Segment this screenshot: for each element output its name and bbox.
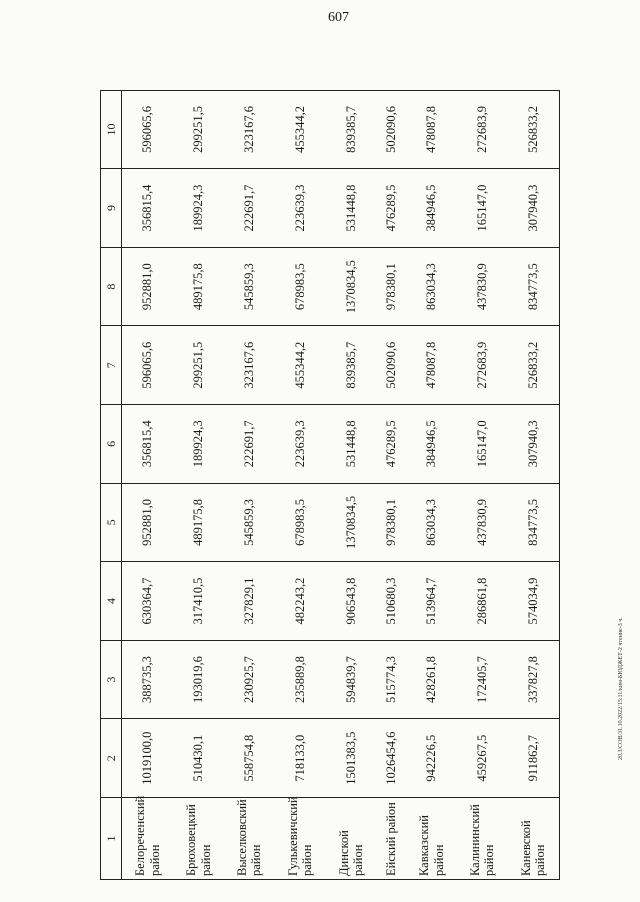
value-cell: 911862,7 — [508, 719, 560, 798]
value-cell: 384946,5 — [406, 169, 457, 248]
value-cell: 323167,6 — [224, 326, 275, 405]
value-cell: 978380,1 — [377, 247, 407, 326]
column-header: 9 — [101, 169, 122, 248]
value-cell: 545859,3 — [224, 483, 275, 562]
value-cell: 286861,8 — [457, 562, 508, 641]
value-cell: 476289,5 — [377, 169, 407, 248]
value-cell: 384946,5 — [406, 405, 457, 484]
table-row — [326, 90, 377, 879]
value-cell: 222691,7 — [224, 169, 275, 248]
value-cell: 455344,2 — [275, 326, 326, 405]
value-cell: 223639,3 — [275, 169, 326, 248]
page-number: 607 — [328, 10, 349, 25]
column-header: 5 — [101, 483, 122, 562]
value-cell: 437830,9 — [457, 483, 508, 562]
value-cell: 272683,9 — [457, 90, 508, 169]
value-cell: 839385,7 — [326, 326, 377, 405]
value-cell: 223639,3 — [275, 405, 326, 484]
value-cell: 574034,9 — [508, 562, 560, 641]
district-name-cell: Брюховецкий район — [173, 798, 224, 880]
budget-table-container — [100, 90, 560, 880]
value-cell: 337827,8 — [508, 640, 560, 719]
value-cell: 594839,7 — [326, 640, 377, 719]
district-name-cell: Гулькевичский район — [275, 798, 326, 880]
table-row — [122, 90, 174, 879]
value-cell: 1370834,5 — [326, 483, 377, 562]
value-cell: 489175,8 — [173, 247, 224, 326]
value-cell: 482243,2 — [275, 562, 326, 641]
column-header: 6 — [101, 405, 122, 484]
value-cell: 558754,8 — [224, 719, 275, 798]
value-cell: 272683,9 — [457, 326, 508, 405]
value-cell: 476289,5 — [377, 405, 407, 484]
value-cell: 478087,8 — [406, 90, 457, 169]
value-cell: 388735,3 — [122, 640, 174, 719]
value-cell: 502090,6 — [377, 90, 407, 169]
district-name-cell: Динской район — [326, 798, 377, 880]
column-header: 10 — [101, 90, 122, 169]
value-cell: 834773,5 — [508, 483, 560, 562]
value-cell: 952881,0 — [122, 247, 174, 326]
column-header: 8 — [101, 247, 122, 326]
value-cell: 678983,5 — [275, 247, 326, 326]
value-cell: 193019,6 — [173, 640, 224, 719]
value-cell: 222691,7 — [224, 405, 275, 484]
value-cell: 510680,3 — [377, 562, 407, 641]
value-cell: 942226,5 — [406, 719, 457, 798]
value-cell: 515774,3 — [377, 640, 407, 719]
value-cell: 513964,7 — [406, 562, 457, 641]
value-cell: 863034,3 — [406, 483, 457, 562]
value-cell: 165147,0 — [457, 405, 508, 484]
value-cell: 531448,8 — [326, 405, 377, 484]
value-cell: 356815,4 — [122, 405, 174, 484]
value-cell: 455344,2 — [275, 90, 326, 169]
value-cell: 952881,0 — [122, 483, 174, 562]
table-row — [275, 90, 326, 879]
value-cell: 526833,2 — [508, 326, 560, 405]
value-cell: 299251,5 — [173, 326, 224, 405]
value-cell: 327829,1 — [224, 562, 275, 641]
column-header: 4 — [101, 562, 122, 641]
district-name-cell: Ейский район — [377, 798, 407, 880]
value-cell: 317410,5 — [173, 562, 224, 641]
value-cell: 299251,5 — [173, 90, 224, 169]
table-body — [122, 90, 560, 879]
value-cell: 678983,5 — [275, 483, 326, 562]
value-cell: 235889,8 — [275, 640, 326, 719]
value-cell: 189924,3 — [173, 169, 224, 248]
value-cell: 189924,3 — [173, 405, 224, 484]
value-cell: 1501383,5 — [326, 719, 377, 798]
value-cell: 428261,8 — [406, 640, 457, 719]
value-cell: 459267,5 — [457, 719, 508, 798]
side-note: 20.3/СОВ/31.10.2022/15:11/кнм-БЮДЖЕТ-2 чтение-3 ч. — [618, 617, 624, 760]
value-cell: 478087,8 — [406, 326, 457, 405]
district-name-cell: Калининский район — [457, 798, 508, 880]
district-name-cell: Кавказский район — [406, 798, 457, 880]
value-cell: 230925,7 — [224, 640, 275, 719]
value-cell: 906543,8 — [326, 562, 377, 641]
value-cell: 1370834,5 — [326, 247, 377, 326]
column-header: 3 — [101, 640, 122, 719]
value-cell: 165147,0 — [457, 169, 508, 248]
table-row — [224, 90, 275, 879]
district-name-cell: Выселковский район — [224, 798, 275, 880]
value-cell: 307940,3 — [508, 405, 560, 484]
district-name-cell: Белореченский район — [122, 798, 174, 880]
value-cell: 172405,7 — [457, 640, 508, 719]
table-header-row — [101, 90, 122, 879]
value-cell: 307940,3 — [508, 169, 560, 248]
column-header: 1 — [101, 798, 122, 880]
value-cell: 489175,8 — [173, 483, 224, 562]
column-header: 7 — [101, 326, 122, 405]
value-cell: 596065,6 — [122, 90, 174, 169]
value-cell: 839385,7 — [326, 90, 377, 169]
value-cell: 545859,3 — [224, 247, 275, 326]
value-cell: 531448,8 — [326, 169, 377, 248]
value-cell: 1026454,6 — [377, 719, 407, 798]
value-cell: 630364,7 — [122, 562, 174, 641]
table-row — [457, 90, 508, 879]
value-cell: 437830,9 — [457, 247, 508, 326]
value-cell: 356815,4 — [122, 169, 174, 248]
column-header: 2 — [101, 719, 122, 798]
value-cell: 863034,3 — [406, 247, 457, 326]
district-name-cell: Каневской район — [508, 798, 560, 880]
value-cell: 510430,1 — [173, 719, 224, 798]
table-row — [377, 90, 407, 879]
value-cell: 596065,6 — [122, 326, 174, 405]
value-cell: 718133,0 — [275, 719, 326, 798]
value-cell: 323167,6 — [224, 90, 275, 169]
value-cell: 834773,5 — [508, 247, 560, 326]
budget-table — [100, 90, 560, 880]
value-cell: 502090,6 — [377, 326, 407, 405]
value-cell: 1019100,0 — [122, 719, 174, 798]
table-row — [406, 90, 457, 879]
value-cell: 978380,1 — [377, 483, 407, 562]
table-row — [508, 90, 560, 879]
value-cell: 526833,2 — [508, 90, 560, 169]
table-row — [173, 90, 224, 879]
